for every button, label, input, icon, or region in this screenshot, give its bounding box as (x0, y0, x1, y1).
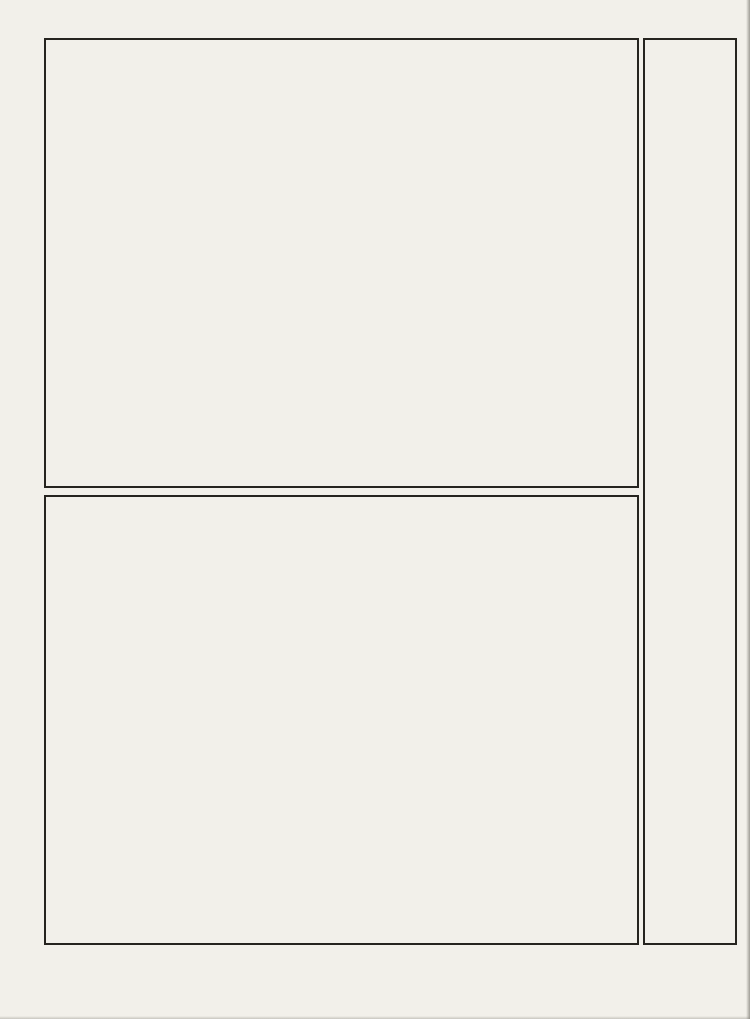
directory-page (44, 38, 737, 945)
scan-edge-right (746, 0, 750, 1019)
table-squad-2 (44, 495, 639, 945)
tables-region (44, 38, 639, 945)
table-squad-1 (44, 38, 639, 488)
page-title (643, 38, 737, 945)
